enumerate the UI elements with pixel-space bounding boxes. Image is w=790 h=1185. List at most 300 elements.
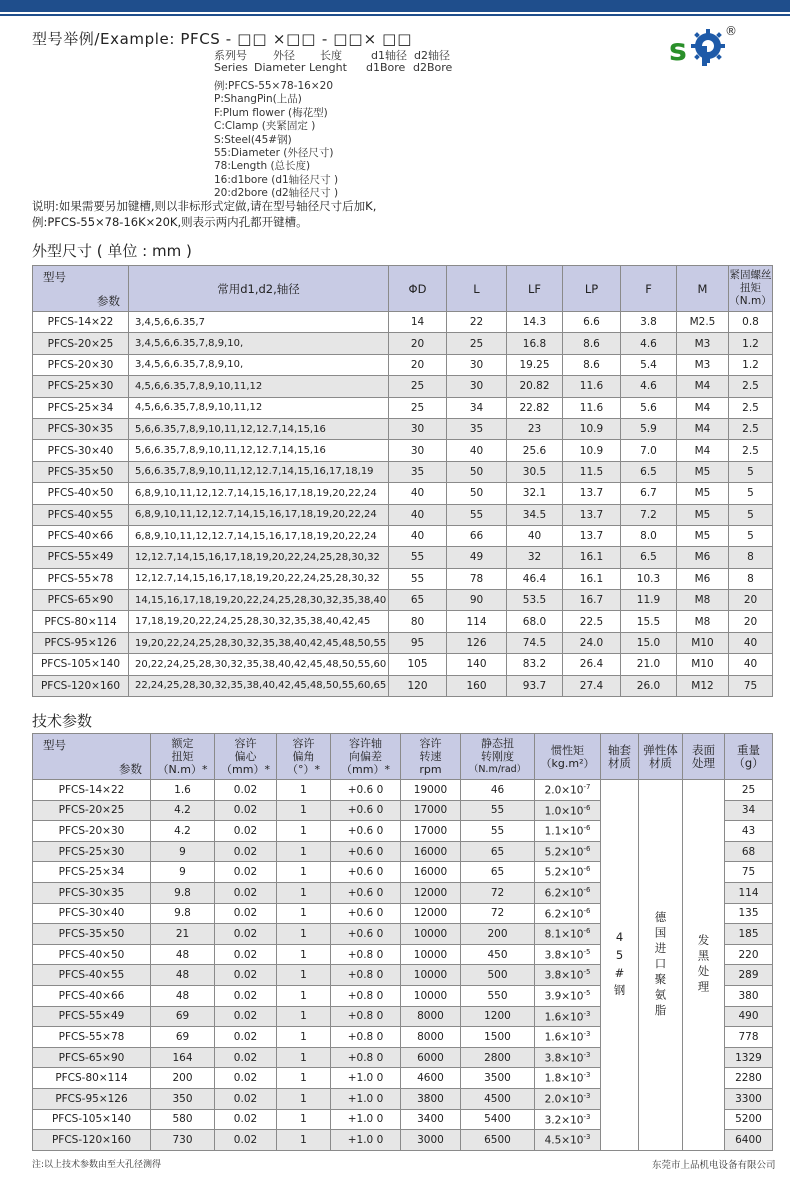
- model-cell: PFCS-30×40: [33, 903, 151, 924]
- dimension-row: [33, 461, 773, 482]
- inertia-cell: [535, 1130, 601, 1151]
- value-cell: 8.6: [563, 354, 621, 375]
- axial-cell: +0.6 0: [331, 821, 401, 842]
- dimension-row: [33, 654, 773, 675]
- inertia-base: 1.0×10: [544, 805, 584, 818]
- value-cell: 8.6: [563, 333, 621, 354]
- stiffness-cell: 1200: [461, 1006, 535, 1027]
- angle-cell: 1: [277, 1027, 331, 1048]
- value-cell: 114: [447, 611, 507, 632]
- inertia-base: 5.2×10: [544, 866, 584, 879]
- label-d1-en: d1Bore: [366, 61, 406, 74]
- value-cell: 19.25: [507, 354, 563, 375]
- value-cell: 2.5: [729, 418, 773, 439]
- value-cell: 4.6: [621, 376, 677, 397]
- angle-cell: 1: [277, 1047, 331, 1068]
- inertia-exponent: -3: [583, 1030, 591, 1039]
- weight-cell: 1329: [725, 1047, 773, 1068]
- value-cell: 16.7: [563, 590, 621, 611]
- col-eccentric: [215, 734, 277, 780]
- axial-cell: +0.8 0: [331, 944, 401, 965]
- weight-cell: 25: [725, 780, 773, 801]
- stiffness-cell: 55: [461, 821, 535, 842]
- value-cell: M10: [677, 632, 729, 653]
- weight-cell: 75: [725, 862, 773, 883]
- value-cell: 22: [447, 312, 507, 333]
- value-cell: 55: [447, 504, 507, 525]
- tech-header-row: [33, 734, 773, 780]
- value-cell: 105: [389, 654, 447, 675]
- torque-cell: 69: [151, 1027, 215, 1048]
- value-cell: 90: [447, 590, 507, 611]
- header-line: 弹性体: [643, 742, 678, 757]
- col-f: F: [621, 266, 677, 312]
- eccentric-cell: 0.02: [215, 800, 277, 821]
- torque-cell: 9: [151, 862, 215, 883]
- inertia-exponent: -7: [583, 783, 591, 792]
- angle-cell: 1: [277, 862, 331, 883]
- value-cell: 6.5: [621, 461, 677, 482]
- note-line-2: 例:PFCS-55×78-16K×20K,则表示两内孔都开键槽。: [32, 215, 308, 229]
- weight-cell: 114: [725, 882, 773, 903]
- col-weight: [725, 734, 773, 780]
- value-cell: M10: [677, 654, 729, 675]
- value-cell: 30.5: [507, 461, 563, 482]
- header-line: 转刚度: [481, 750, 514, 763]
- dimension-row: [33, 418, 773, 439]
- bore-list-cell: 4,5,6,6.35,7,8,9,10,11,12: [129, 397, 389, 418]
- bore-list-cell: 20,22,24,25,28,30,32,35,38,40,42,45,48,50,55,60: [129, 654, 389, 675]
- value-cell: 10.3: [621, 568, 677, 589]
- value-cell: 5.4: [621, 354, 677, 375]
- elastomer-material-cell-text: 德国进口聚氨脂: [653, 910, 668, 1020]
- inertia-cell: [535, 1047, 601, 1068]
- model-cell: PFCS-95×126: [33, 632, 129, 653]
- value-cell: 21.0: [621, 654, 677, 675]
- value-cell: 2.5: [729, 376, 773, 397]
- eccentric-cell: 0.02: [215, 882, 277, 903]
- stiffness-cell: 450: [461, 944, 535, 965]
- header-line: （g）: [733, 755, 764, 770]
- axial-cell: +0.8 0: [331, 1006, 401, 1027]
- tech-corner-param-label: 参数: [119, 761, 142, 776]
- torque-cell: 730: [151, 1130, 215, 1151]
- inertia-cell: [535, 780, 601, 801]
- value-cell: 5.9: [621, 418, 677, 439]
- value-cell: 55: [389, 547, 447, 568]
- inertia-exponent: -5: [583, 968, 591, 977]
- bore-list-cell: 5,6,6.35,7,8,9,10,11,12,12.7,14,15,16: [129, 440, 389, 461]
- value-cell: 16.1: [563, 568, 621, 589]
- value-cell: 2.5: [729, 440, 773, 461]
- value-cell: 10.9: [563, 440, 621, 461]
- inertia-cell: [535, 985, 601, 1006]
- inertia-cell: [535, 1088, 601, 1109]
- weight-cell: 43: [725, 821, 773, 842]
- model-cell: PFCS-65×90: [33, 590, 129, 611]
- value-cell: 26.4: [563, 654, 621, 675]
- value-cell: 25: [389, 376, 447, 397]
- inertia-exponent: -5: [583, 988, 591, 997]
- model-cell: PFCS-25×30: [33, 376, 129, 397]
- torque-cell: 21: [151, 924, 215, 945]
- stiffness-cell: 200: [461, 924, 535, 945]
- inertia-exponent: -3: [583, 1133, 591, 1142]
- value-cell: M2.5: [677, 312, 729, 333]
- axial-cell: +0.6 0: [331, 903, 401, 924]
- inertia-cell: [535, 1006, 601, 1027]
- col-m: M: [677, 266, 729, 312]
- corner-model-label: 型号: [43, 269, 66, 284]
- torque-cell: 48: [151, 944, 215, 965]
- speed-cell: 19000: [401, 780, 461, 801]
- value-cell: 5: [729, 504, 773, 525]
- model-cell: PFCS-55×49: [33, 1006, 151, 1027]
- value-cell: 16.8: [507, 333, 563, 354]
- stiffness-cell: 6500: [461, 1130, 535, 1151]
- angle-cell: 1: [277, 1088, 331, 1109]
- weight-cell: 3300: [725, 1088, 773, 1109]
- model-cell: PFCS-40×50: [33, 944, 151, 965]
- top-banner-line: [0, 14, 790, 16]
- dimension-row: [33, 397, 773, 418]
- value-cell: 83.2: [507, 654, 563, 675]
- value-cell: M6: [677, 568, 729, 589]
- torque-cell: 580: [151, 1109, 215, 1130]
- stiffness-cell: 65: [461, 841, 535, 862]
- value-cell: 40: [447, 440, 507, 461]
- axial-cell: +1.0 0: [331, 1109, 401, 1130]
- eccentric-cell: 0.02: [215, 780, 277, 801]
- value-cell: M3: [677, 333, 729, 354]
- header-line: （mm）*: [341, 763, 390, 776]
- bore-list-cell: 12,12.7,14,15,16,17,18,19,20,22,24,25,28,30,32: [129, 568, 389, 589]
- model-cell: PFCS-55×78: [33, 568, 129, 589]
- dimension-row: [33, 525, 773, 546]
- stiffness-cell: 4500: [461, 1088, 535, 1109]
- angle-cell: 1: [277, 800, 331, 821]
- model-cell: PFCS-20×30: [33, 354, 129, 375]
- model-cell: PFCS-55×78: [33, 1027, 151, 1048]
- value-cell: 20.82: [507, 376, 563, 397]
- model-cell: PFCS-120×160: [33, 1130, 151, 1151]
- speed-cell: 10000: [401, 924, 461, 945]
- value-cell: 34: [447, 397, 507, 418]
- value-cell: 13.7: [563, 525, 621, 546]
- speed-cell: 16000: [401, 841, 461, 862]
- eccentric-cell: 0.02: [215, 1088, 277, 1109]
- eccentric-cell: 0.02: [215, 1006, 277, 1027]
- footnote: 注:以上技术参数由至大孔径测得: [32, 1160, 162, 1170]
- value-cell: 22.82: [507, 397, 563, 418]
- bore-list-cell: 14,15,16,17,18,19,20,22,24,25,28,30,32,35,38,40: [129, 590, 389, 611]
- value-cell: 30: [447, 354, 507, 375]
- value-cell: 14: [389, 312, 447, 333]
- value-cell: 15.5: [621, 611, 677, 632]
- bore-list-cell: 3,4,5,6,6.35,7: [129, 312, 389, 333]
- model-cell: PFCS-120×160: [33, 675, 129, 696]
- header-line: 额定: [171, 737, 194, 750]
- value-cell: M5: [677, 483, 729, 504]
- header-line: 扭矩: [171, 750, 194, 763]
- value-cell: 66: [447, 525, 507, 546]
- axial-cell: +0.8 0: [331, 985, 401, 1006]
- value-cell: 6.7: [621, 483, 677, 504]
- axial-cell: +1.0 0: [331, 1068, 401, 1089]
- sleeve-material-cell-text: 45#钢: [612, 930, 627, 1000]
- inertia-base: 5.2×10: [544, 846, 584, 859]
- value-cell: M5: [677, 525, 729, 546]
- model-cell: PFCS-80×114: [33, 611, 129, 632]
- value-cell: M4: [677, 397, 729, 418]
- example-box-4: □□: [382, 30, 413, 48]
- inertia-base: 3.9×10: [544, 990, 584, 1003]
- example-box-3: □□: [333, 30, 364, 48]
- inertia-base: 6.2×10: [544, 887, 584, 900]
- inertia-cell: [535, 862, 601, 883]
- col-stiffness: [461, 734, 535, 780]
- label-length-cn: 长度: [320, 49, 342, 62]
- header-line: 偏角: [292, 750, 315, 763]
- label-series-en: Series: [214, 61, 248, 74]
- example-box-2: □□: [286, 30, 317, 48]
- header-line: 处理: [692, 755, 715, 770]
- value-cell: 34.5: [507, 504, 563, 525]
- axial-cell: +0.6 0: [331, 841, 401, 862]
- bore-list-cell: 12,12.7,14,15,16,17,18,19,20,22,24,25,28,30,32: [129, 547, 389, 568]
- value-cell: 40: [389, 483, 447, 504]
- speed-cell: 12000: [401, 903, 461, 924]
- header-line: 容许轴: [349, 737, 382, 750]
- dimension-row: [33, 675, 773, 696]
- model-cell: PFCS-30×40: [33, 440, 129, 461]
- dimension-row: [33, 333, 773, 354]
- speed-cell: 3800: [401, 1088, 461, 1109]
- inertia-base: 1.6×10: [544, 1011, 584, 1024]
- value-cell: 126: [447, 632, 507, 653]
- angle-cell: 1: [277, 882, 331, 903]
- inertia-base: 6.2×10: [544, 908, 584, 921]
- value-cell: 30: [389, 440, 447, 461]
- eccentric-cell: 0.02: [215, 965, 277, 986]
- col-speed: [401, 734, 461, 780]
- inertia-exponent: -3: [583, 1009, 591, 1018]
- stiffness-cell: 500: [461, 965, 535, 986]
- col-rated-torque: [151, 734, 215, 780]
- torque-cell: 200: [151, 1068, 215, 1089]
- inertia-cell: [535, 944, 601, 965]
- model-cell: PFCS-105×140: [33, 1109, 151, 1130]
- model-cell: PFCS-40×66: [33, 525, 129, 546]
- speed-cell: 8000: [401, 1006, 461, 1027]
- value-cell: 0.8: [729, 312, 773, 333]
- inertia-cell: [535, 965, 601, 986]
- speed-cell: 3000: [401, 1130, 461, 1151]
- model-cell: PFCS-55×49: [33, 547, 129, 568]
- value-cell: 5.6: [621, 397, 677, 418]
- value-cell: 6.6: [563, 312, 621, 333]
- weight-cell: 2280: [725, 1068, 773, 1089]
- axial-cell: +0.6 0: [331, 924, 401, 945]
- value-cell: 80: [389, 611, 447, 632]
- tech-table: [32, 733, 773, 1151]
- inertia-cell: [535, 841, 601, 862]
- model-cell: PFCS-65×90: [33, 1047, 151, 1068]
- angle-cell: 1: [277, 1109, 331, 1130]
- label-length-en: Lenght: [309, 61, 347, 74]
- stiffness-cell: 1500: [461, 1027, 535, 1048]
- header-line: 材质: [649, 755, 672, 770]
- header-line: 表面: [692, 742, 715, 757]
- value-cell: M8: [677, 611, 729, 632]
- model-cell: PFCS-40×55: [33, 965, 151, 986]
- dimension-row: [33, 483, 773, 504]
- header-line: 向偏差: [349, 750, 382, 763]
- top-banner: [0, 0, 790, 12]
- axial-cell: +0.8 0: [331, 965, 401, 986]
- value-cell: M4: [677, 440, 729, 461]
- inertia-exponent: -6: [583, 824, 591, 833]
- angle-cell: 1: [277, 903, 331, 924]
- value-cell: 35: [389, 461, 447, 482]
- angle-cell: 1: [277, 924, 331, 945]
- elastomer-material-cell: [639, 780, 683, 1151]
- stiffness-cell: 72: [461, 882, 535, 903]
- example-line: 例:PFCS-55×78-16×20: [214, 80, 334, 92]
- col-length: L: [447, 266, 507, 312]
- eccentric-cell: 0.02: [215, 944, 277, 965]
- col-screw-torque: 紧固螺丝扭矩（N.m）: [729, 266, 773, 312]
- header-line: 静态扭: [481, 737, 514, 750]
- header-line: 重量: [737, 742, 760, 757]
- value-cell: 75: [729, 675, 773, 696]
- model-cell: PFCS-40×66: [33, 985, 151, 1006]
- tech-row: [33, 780, 773, 801]
- value-cell: 5: [729, 483, 773, 504]
- value-cell: 27.4: [563, 675, 621, 696]
- axial-cell: +1.0 0: [331, 1088, 401, 1109]
- speed-cell: 6000: [401, 1047, 461, 1068]
- weight-cell: 34: [725, 800, 773, 821]
- stiffness-cell: 55: [461, 800, 535, 821]
- example-dash: -: [321, 30, 328, 48]
- value-cell: 68.0: [507, 611, 563, 632]
- value-cell: 22.5: [563, 611, 621, 632]
- bore-list-cell: 3,4,5,6,6.35,7,8,9,10,: [129, 354, 389, 375]
- inertia-exponent: -6: [583, 865, 591, 874]
- value-cell: 26.0: [621, 675, 677, 696]
- value-cell: 15.0: [621, 632, 677, 653]
- inertia-base: 4.5×10: [544, 1134, 584, 1147]
- header-line: 轴套: [608, 742, 631, 757]
- col-axial: [331, 734, 401, 780]
- header-line: （N.m/rad）: [468, 764, 527, 775]
- col-sleeve-material: [601, 734, 639, 780]
- header-line: rpm: [419, 763, 442, 776]
- inertia-base: 1.6×10: [544, 1031, 584, 1044]
- value-cell: 13.7: [563, 483, 621, 504]
- value-cell: 14.3: [507, 312, 563, 333]
- value-cell: 20: [389, 333, 447, 354]
- axial-cell: +0.6 0: [331, 800, 401, 821]
- example-title: [32, 28, 412, 49]
- stiffness-cell: 3500: [461, 1068, 535, 1089]
- header-line: 容许: [234, 737, 257, 750]
- inertia-cell: [535, 882, 601, 903]
- eccentric-cell: 0.02: [215, 1130, 277, 1151]
- col-surface: [683, 734, 725, 780]
- angle-cell: 1: [277, 1130, 331, 1151]
- value-cell: 78: [447, 568, 507, 589]
- value-cell: 160: [447, 675, 507, 696]
- example-line: 20:d2bore (d2轴径尺寸 ): [214, 187, 339, 200]
- value-cell: 30: [389, 418, 447, 439]
- inertia-exponent: -3: [583, 1112, 591, 1121]
- eccentric-cell: 0.02: [215, 1068, 277, 1089]
- value-cell: 30: [447, 376, 507, 397]
- inertia-cell: [535, 924, 601, 945]
- model-cell: PFCS-40×50: [33, 483, 129, 504]
- sleeve-material-cell: [601, 780, 639, 1151]
- stiffness-cell: 46: [461, 780, 535, 801]
- example-line: P:ShangPin(上品): [214, 93, 302, 106]
- example-line: 16:d1bore (d1轴径尺寸 ): [214, 173, 339, 186]
- weight-cell: 220: [725, 944, 773, 965]
- registered-mark: ®: [725, 24, 737, 38]
- eccentric-cell: 0.02: [215, 821, 277, 842]
- inertia-base: 3.8×10: [544, 969, 584, 982]
- angle-cell: 1: [277, 841, 331, 862]
- bore-list-cell: 6,8,9,10,11,12,12.7,14,15,16,17,18,19,20,22,24: [129, 525, 389, 546]
- torque-cell: 48: [151, 985, 215, 1006]
- value-cell: 40: [729, 632, 773, 653]
- dimension-row: [33, 590, 773, 611]
- value-cell: 1.2: [729, 333, 773, 354]
- logo-s-letter: s: [669, 33, 687, 68]
- value-cell: M4: [677, 376, 729, 397]
- value-cell: 11.5: [563, 461, 621, 482]
- header-line: 转速: [419, 750, 442, 763]
- speed-cell: 3400: [401, 1109, 461, 1130]
- angle-cell: 1: [277, 821, 331, 842]
- value-cell: 25.6: [507, 440, 563, 461]
- inertia-cell: [535, 821, 601, 842]
- weight-cell: 135: [725, 903, 773, 924]
- corner-param-label: 参数: [97, 293, 120, 308]
- logo-gear-icon: [691, 29, 725, 66]
- model-cell: PFCS-14×22: [33, 780, 151, 801]
- inertia-exponent: -3: [583, 1071, 591, 1080]
- col-bore-list: 常用d1,d2,轴径: [129, 266, 389, 312]
- value-cell: 5: [729, 461, 773, 482]
- label-diameter-cn: 外径: [273, 49, 295, 62]
- torque-cell: 9.8: [151, 882, 215, 903]
- value-cell: 55: [389, 568, 447, 589]
- example-line: 78:Length (总长度): [214, 160, 311, 173]
- dimension-row: [33, 568, 773, 589]
- value-cell: 16.1: [563, 547, 621, 568]
- keyway-note: [32, 198, 376, 230]
- col-lf: LF: [507, 266, 563, 312]
- tech-corner-model-label: 型号: [43, 737, 66, 752]
- model-cell: PFCS-14×22: [33, 312, 129, 333]
- weight-cell: 380: [725, 985, 773, 1006]
- inertia-cell: [535, 1068, 601, 1089]
- inertia-cell: [535, 1027, 601, 1048]
- surface-cell: [683, 780, 725, 1151]
- model-cell: PFCS-80×114: [33, 1068, 151, 1089]
- label-series-cn: 系列号: [214, 49, 247, 62]
